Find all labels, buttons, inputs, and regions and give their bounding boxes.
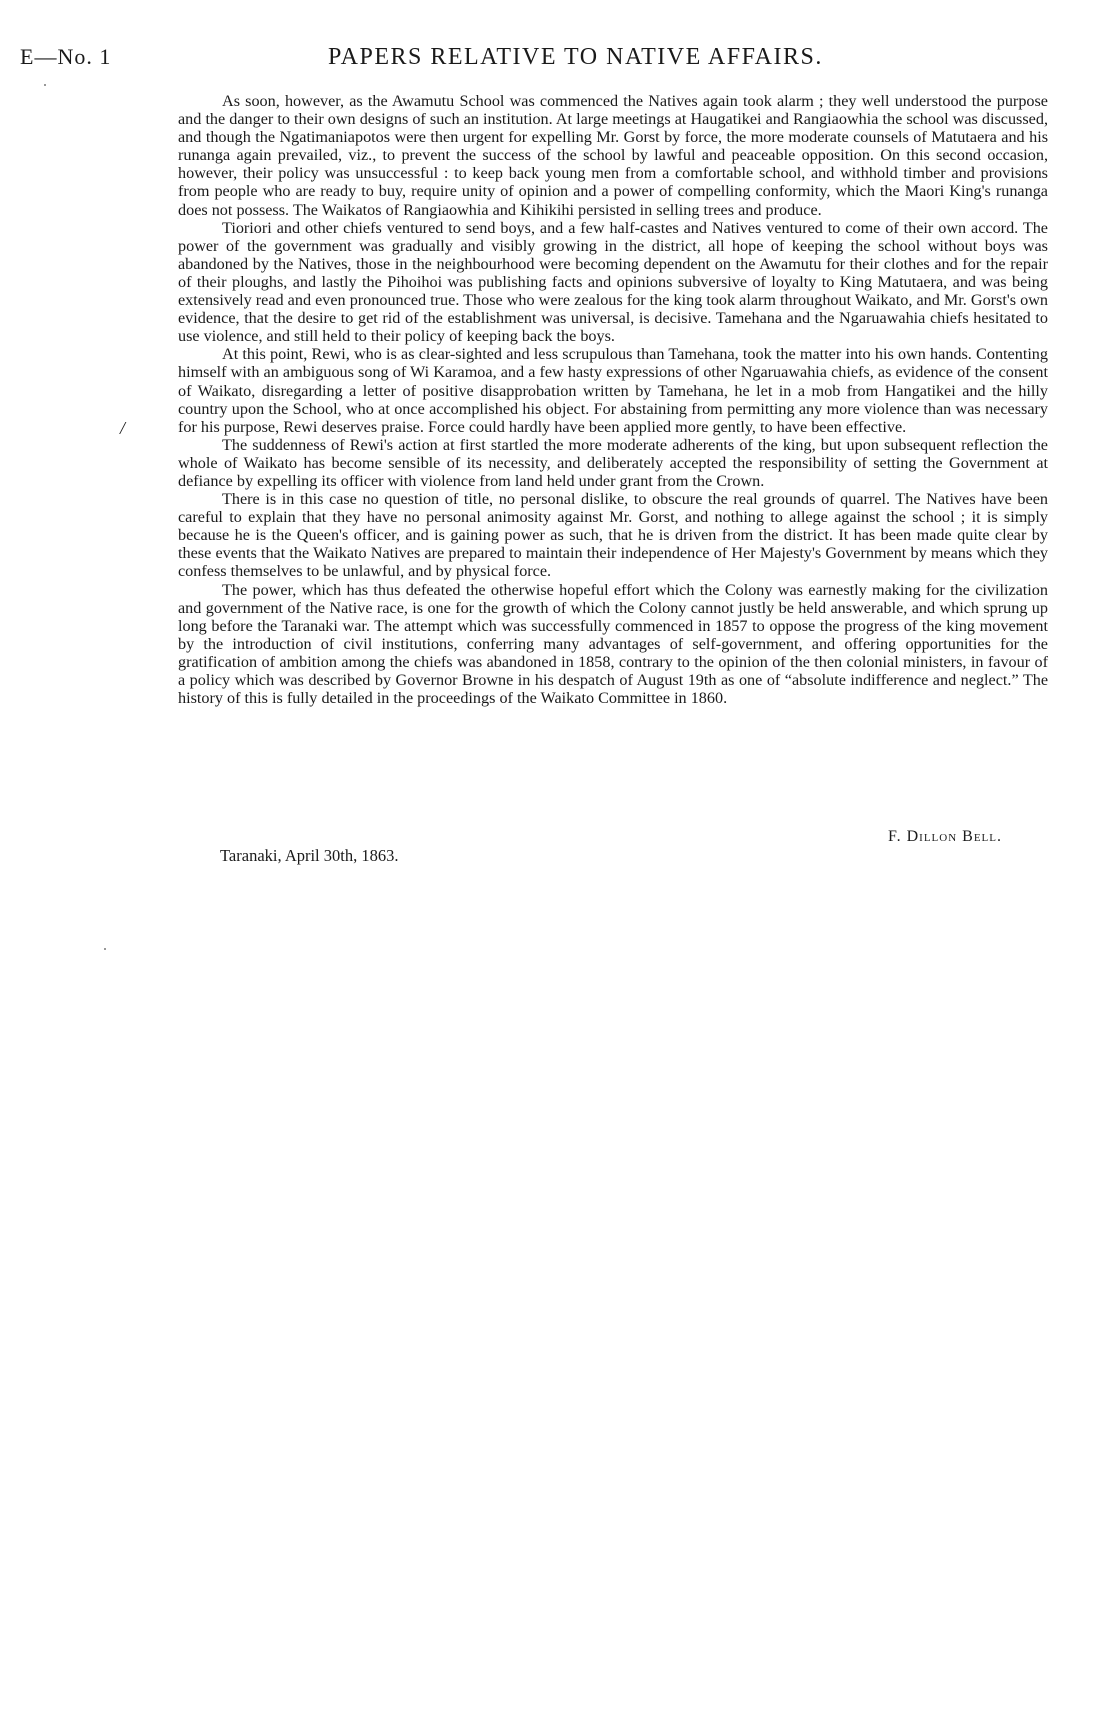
paper-speck	[104, 948, 106, 950]
signature	[888, 828, 1002, 846]
signature-name: Dillon Bell.	[906, 828, 1002, 845]
page-title: PAPERS RELATIVE TO NATIVE AFFAIRS.	[328, 44, 823, 70]
paragraph: At this point, Rewi, who is as clear-sighted and less scrupulous than Tamehana, took the matter into his own hands. Contenting himself with an ambiguous song of Wi Karamoa, and a few hasty expressions of other Ngaruawahia chiefs, as evidence of the consent of Waikato, disregarding a letter of positive disapprobation written by Tamehana, he let in a mob from Hangatikei and the hilly country upon the School, who at once accomplished his object. For abstaining from permitting any more violence than was necessary for his purpose, Rewi deserves praise. Force could hardly have been applied more gently, to have been effective.	[178, 345, 1048, 436]
paragraph: There is in this case no question of title, no personal dislike, to obscure the real grounds of quarrel. The Natives have been careful to explain that they have no personal animosity against Mr. Gorst, and nothing to allege against the school ; it is simply because he is the Queen's officer, and is gaining power as such, that he is driven from the district. It has been made quite clear by these events that the Waikato Natives are prepared to maintain their independence of Her Majesty's Government by means which they confess themselves to be unlawful, and by physical force.	[178, 490, 1048, 581]
paragraph: The suddenness of Rewi's action at first startled the more moderate adherents of the king, but upon subsequent reflection the whole of Waikato has become sensible of its necessity, and deliberately accepted the responsibility of setting the Government at defiance by expelling its officer with violence from land held under grant from the Crown.	[178, 435, 1048, 490]
document-reference: E—No. 1	[20, 44, 112, 69]
paragraph: As soon, however, as the Awamutu School was commenced the Natives again took alarm ; they well understood the purpose and the danger to their own designs of such an institution. At large meetings at Haugatikei and Rangiaowhia the school was discussed, and though the Ngatimaniapotos were then urgent for expelling Mr. Gorst by force, the more moderate counsels of Matutaera and his runanga again prevailed, viz., to prevent the success of the school by lawful and peaceable opposition. On this second occasion, however, their policy was unsuccessful : to keep back young men from a comfortable school, and withhold timber and provisions from people who are ready to buy, require unity of opinion and a power of compelling conformity, which the Maori King's runanga does not possess. The Waikatos of Rangiaowhia and Kihikihi persisted in selling trees and produce.	[178, 92, 1048, 219]
paragraph: The power, which has thus defeated the otherwise hopeful effort which the Colony was earnestly making for the civilization and government of the Native race, is one for the growth of which the Colony cannot justly be held answerable, and which sprung up long before the Taranaki war. The attempt which was successfully commenced in 1857 to oppose the progress of the king movement by the introduction of civil institutions, conferring many advantages of self-government, and offering opportunities for the gratification of ambition among the chiefs was abandoned in 1858, contrary to the opinion of the then colonial ministers, in favour of a policy which was described by Governor Browne in his despatch of August 19th as one of “absolute indifference and neglect.” The history of this is fully detailed in the proceedings of the Waikato Committee in 1860.	[178, 580, 1048, 708]
body-text	[178, 92, 1048, 707]
margin-mark: /	[120, 418, 126, 438]
paper-speck	[44, 84, 46, 86]
signature-initial: F.	[888, 828, 902, 845]
place-date: Taranaki, April 30th, 1863.	[220, 846, 399, 865]
paragraph: Tioriori and other chiefs ventured to send boys, and a few half-castes and Natives ventured to come of their own accord. The power of the government was gradually and visibly growing in the district, all hope of keeping the school without boys was abandoned by the Natives, those in the neighbourhood were becoming dependent on the Awamutu for their clothes and for the repair of their ploughs, and lastly the Pihoihoi was publishing facts and opinions subversive of loyalty to King Matutaera, and was being extensively read and even pronounced true. Those who were zealous for the king took alarm throughout Waikato, and Mr. Gorst's own evidence, that the desire to get rid of the establishment was universal, is decisive. Tamehana and the Ngaruawahia chiefs hesitated to use violence, and still held to their policy of keeping back the boys.	[178, 218, 1048, 346]
